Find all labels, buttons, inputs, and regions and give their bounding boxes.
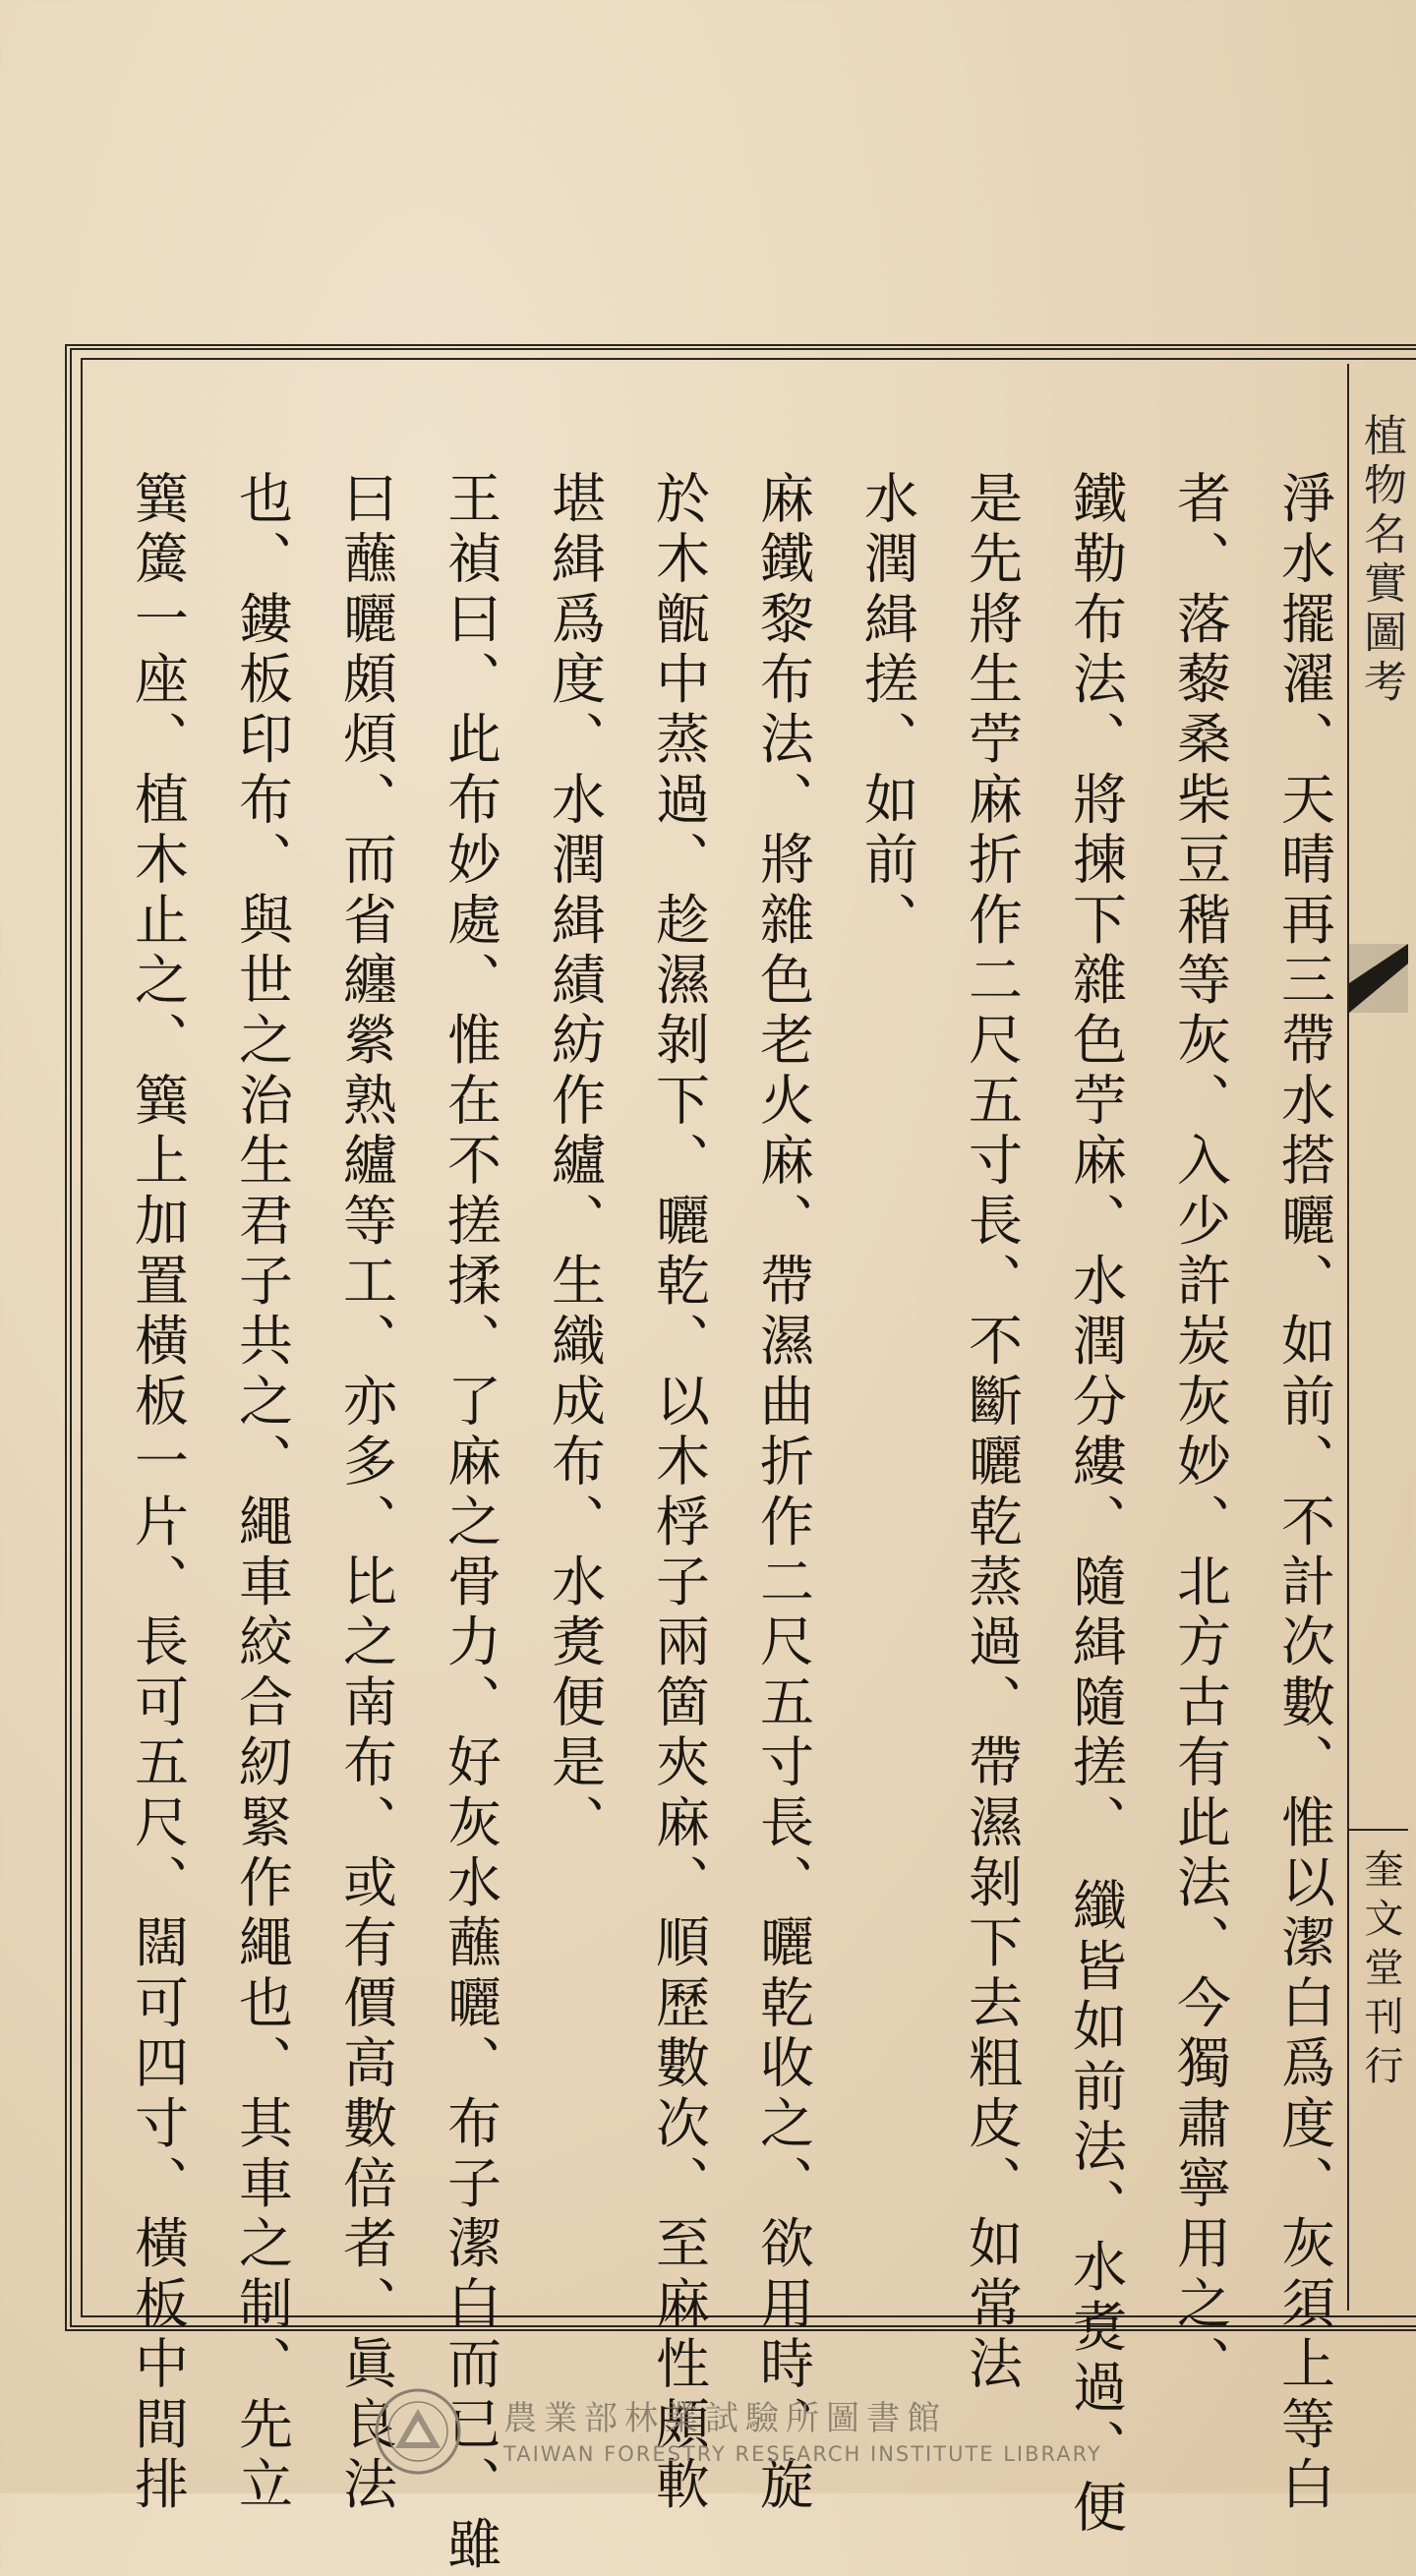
library-name-english: TAIWAN FORESTRY RESEARCH INSTITUTE LIBRARY	[503, 2442, 1102, 2466]
text-column: 王禎曰、此布妙處、惟在不搓揉、了麻之骨力、好灰水蘸曬、布子潔白而已、雖	[439, 470, 502, 2576]
library-name-chinese: 農業部林業試驗所圖書館	[503, 2399, 947, 2438]
center-margin-rule	[1349, 1829, 1408, 1831]
text-column: 麻鐵黎布法、將雜色老火麻、帶濕曲折作二尺五寸長、曬乾收之、欲用時、旋	[751, 470, 814, 2516]
text-column: 鐵勒布法、將揀下雜色苧麻、水潤分縷、隨緝隨搓、 纖皆如前法、水煑過、便	[1064, 470, 1127, 2540]
text-column: 簨簴一座、植木止之、簨上加置橫板一片、長可五尺、闊可四寸、橫板中間排	[126, 470, 189, 2516]
text-column: 曰蘸曬頗煩、而省纏縈熟纑等工、亦多、比之南布、或有價高數倍者、眞良法	[334, 470, 397, 2516]
text-column: 於木甑中蒸過、趁濕剝下、曬乾、以木桴子兩箇夾麻、順歷數次、至麻性頗軟	[647, 470, 710, 2516]
library-seal-icon	[374, 2387, 462, 2476]
book-title: 植物名實圖考	[1356, 413, 1406, 708]
fishtail-mark-icon	[1349, 944, 1408, 1013]
publisher-label: 奎文堂刊行	[1358, 1848, 1403, 2094]
text-column: 堪緝爲度、水潤緝績紡作纑、生織成布、水煑便是、	[543, 470, 606, 1854]
text-column: 者、落藜桑柴豆稭等灰、入少許炭灰妙、北方古有此法、今獨肅寧用之、	[1168, 470, 1231, 2396]
text-column: 是先將生苧麻折作二尺五寸長、不斷曬乾蒸過、帶濕剝下去粗皮、如常法	[960, 470, 1023, 2396]
text-column: 也、鏤板印布、與世之治生君子共之、繩車絞合紉緊作繩也、其車之制、先立	[230, 470, 293, 2516]
text-column: 淨水擺濯、天晴再三帶水搭曬、如前、不計次數、惟以潔白爲度、灰須上等白	[1272, 470, 1335, 2516]
text-column: 水潤緝搓、如前、	[856, 470, 918, 952]
